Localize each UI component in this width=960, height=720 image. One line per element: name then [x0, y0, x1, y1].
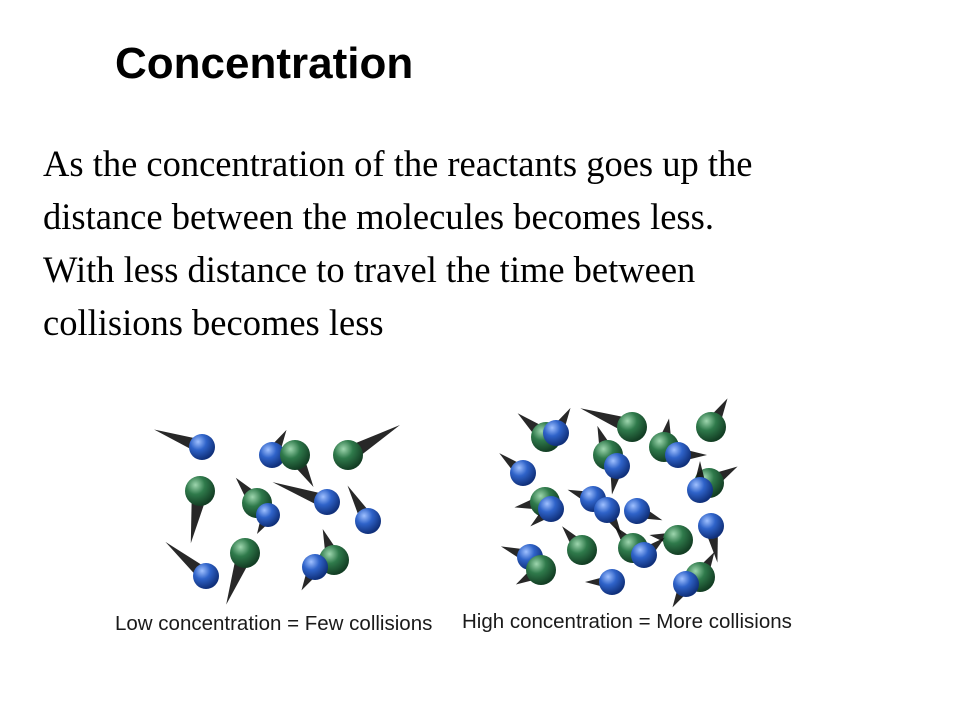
blue-molecule: [624, 498, 650, 524]
green-molecule: [567, 535, 597, 565]
body-line: collisions becomes less: [43, 302, 384, 343]
blue-molecule: [665, 442, 691, 468]
slide-title: Concentration: [115, 39, 414, 88]
blue-molecule: [698, 513, 724, 539]
blue-molecule: [543, 420, 569, 446]
blue-molecule: [594, 497, 620, 523]
blue-molecule: [604, 453, 630, 479]
green-molecule: [696, 412, 726, 442]
low-concentration-panel: [154, 425, 400, 605]
blue-molecule: [302, 554, 328, 580]
green-molecule: [185, 476, 215, 506]
blue-molecule: [673, 571, 699, 597]
blue-molecule: [631, 542, 657, 568]
blue-molecule: [538, 496, 564, 522]
blue-molecule: [256, 503, 280, 527]
green-molecule: [526, 555, 556, 585]
blue-molecule: [355, 508, 381, 534]
green-molecule: [663, 525, 693, 555]
blue-molecule: [687, 477, 713, 503]
body-line: With less distance to travel the time between: [43, 249, 696, 290]
low-concentration-caption: Low concentration = Few collisions: [115, 612, 433, 635]
blue-molecule: [314, 489, 340, 515]
high-concentration-caption: High concentration = More collisions: [462, 610, 792, 633]
blue-molecule: [599, 569, 625, 595]
blue-molecule: [189, 434, 215, 460]
body-line: As the concentration of the reactants goes up the: [43, 143, 753, 184]
green-molecule: [230, 538, 260, 568]
body-line: distance between the molecules becomes less.: [43, 196, 714, 237]
green-molecule: [280, 440, 310, 470]
high-concentration-panel: [499, 398, 737, 607]
green-molecule: [333, 440, 363, 470]
green-molecule: [617, 412, 647, 442]
blue-molecule: [510, 460, 536, 486]
blue-molecule: [193, 563, 219, 589]
